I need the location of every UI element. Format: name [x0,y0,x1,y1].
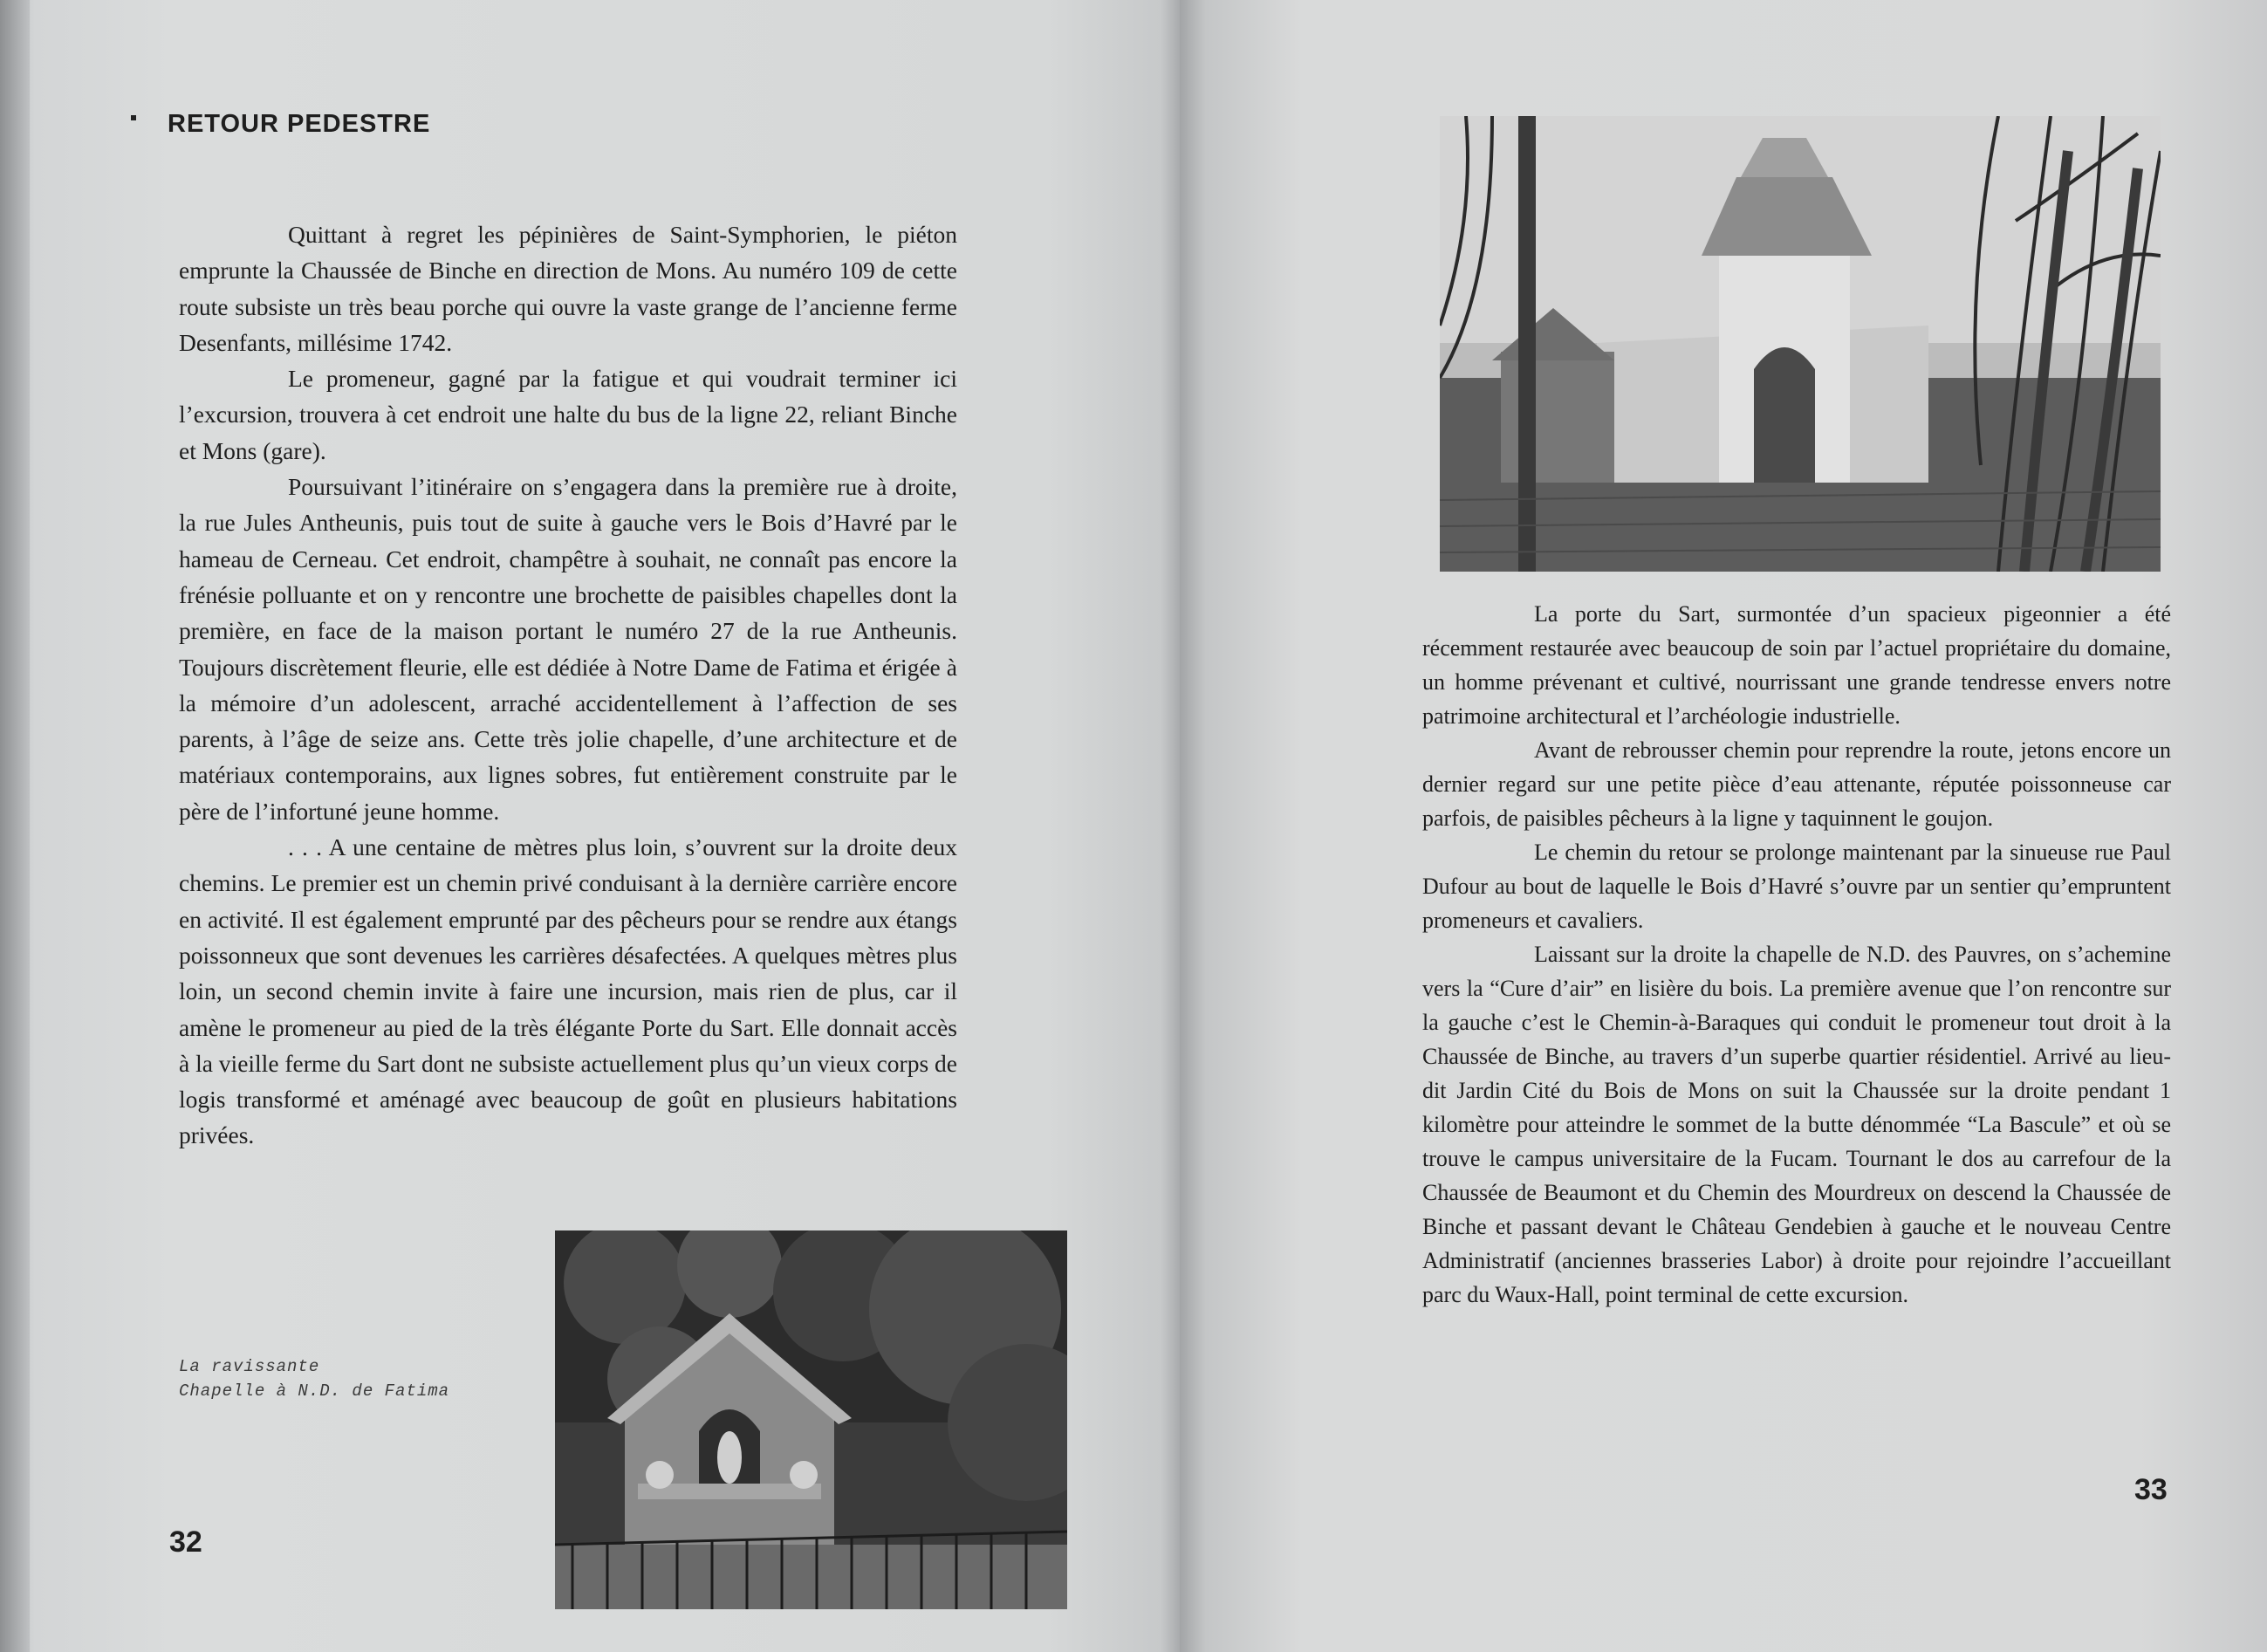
title-bullet [131,115,136,120]
photo-caption [179,1354,449,1403]
gate-photo-drawing [1440,116,2161,572]
left-paragraph-2: Le promeneur, gagné par la fatigue et qui voudrait terminer ici l’excursion, trouvera à cet endroit une halte du bus de la ligne 22, reliant Binche et Mons (gare). [179,365,957,464]
left-body-text [179,216,957,1154]
section-title: RETOUR PEDESTRE [168,110,431,138]
right-body-text [1422,597,2171,1312]
left-paragraph-3: Poursuivant l’itinéraire on s’engagera dans la première rue à droite, la rue Jules Antheunis, puis tout de suite à gauche vers le Bois d’Havré par le hameau de Cerneau. Cet endroit, champêtre à souhait, ne connaît pas encore la frénésie polluante et on y rencontre une brochette de paisibles chapelles dont la première, en face de la maison portant le numéro 27 de la rue Antheunis. Toujours discrètement fleurie, elle est dédiée à Notre Dame de Fatima et érigée à la mémoire d’un adolescent, arraché accidentellement à l’affection de ses parents, à l’âge de seize ans. Cette très jolie chapelle, d’une architecture et de matériaux contemporains, aux lignes sobres, fut entièrement construite par le père de l’infortuné jeune homme. [179,473,957,825]
left-paragraph-4: . . . A une centaine de mètres plus loin, s’ouvrent sur la droite deux chemins. Le premier est un chemin privé conduisant à la dernière carrière encore en activité. Il est également emprunté par des pêcheurs pour se rendre aux étangs poissonneux que sont devenues les carrières désafectées. A quelques mètres plus loin, un second chemin invite à faire une incursion, mais rien de plus, car il amène le promeneur au pied de la très élégante Porte du Sart. Elle donnait accès à la vieille ferme du Sart dont ne subsiste actuellement plus qu’un vieux corps de logis transformé et aménagé avec beaucoup de goût en plusieurs habitations privées. [179,833,957,1149]
caption-line-1: La ravissante [179,1357,320,1376]
right-paragraph-1: La porte du Sart, surmontée d’un spacieux pigeonnier a été récemment restaurée avec beaucoup de soin par l’actuel propriétaire du domaine, un homme prévenant et cultivé, nourrissant une grande tendresse envers notre patrimoine architectural et l’archéologie industrielle. [1422,601,2171,729]
right-paragraph-2: Avant de rebrousser chemin pour reprendre la route, jetons encore un dernier regard sur une petite pièce d’eau attenante, réputée poissonneuse car parfois, de paisibles pêcheurs à la ligne y taquinnent le goujon. [1422,737,2171,831]
chapel-photo-drawing [555,1230,1067,1609]
porte-du-sart-photo [1440,116,2161,572]
page-number-right: 33 [2134,1473,2168,1506]
caption-line-2: Chapelle à N.D. de Fatima [179,1381,450,1401]
right-page [1180,0,2267,1652]
right-paragraph-4: Laissant sur la droite la chapelle de N.D. des Pauvres, on s’achemine vers la “Cure d’air” en lisière du bois. La première avenue que l’on rencontre sur la gauche c’est le Chemin-à-Baraques qui conduit le promeneur tout droit à la Chaussée de Binche, au travers d’un superbe quartier résidentiel. Arrivé au lieu-dit Jardin Cité du Bois de Mons on suit la Chaussée sur la droite pendant 1 kilomètre pour atteindre le sommet de la butte dénommée “La Bascule” et où se trouve le campus universitaire de la Fucam. Tournant le dos au carrefour de la Chaussée de Beaumont et du Chemin des Mourdreux on descend la Chaussée de Binche et passant devant le Château Gendebien à gauche et le nouveau Centre Administratif (anciennes brasseries Labor) à droite pour rejoindre l’accueillant parc du Waux-Hall, point terminal de cette excursion. [1422,942,2171,1307]
left-paragraph-1: Quittant à regret les pépinières de Saint-Symphorien, le piéton emprunte la Chaussée de Binche en direction de Mons. Au numéro 109 de cette route subsiste un très beau porche qui ouvre la vaste grange de l’ancienne ferme Desenfants, millésime 1742. [179,221,957,356]
page-number-left: 32 [169,1525,202,1559]
chapel-photo [555,1230,1067,1609]
right-paragraph-3: Le chemin du retour se prolonge maintenant par la sinueuse rue Paul Dufour au bout de laquelle le Bois d’Havré s’ouvre par un sentier qu’empruntent promeneurs et cavaliers. [1422,840,2171,933]
